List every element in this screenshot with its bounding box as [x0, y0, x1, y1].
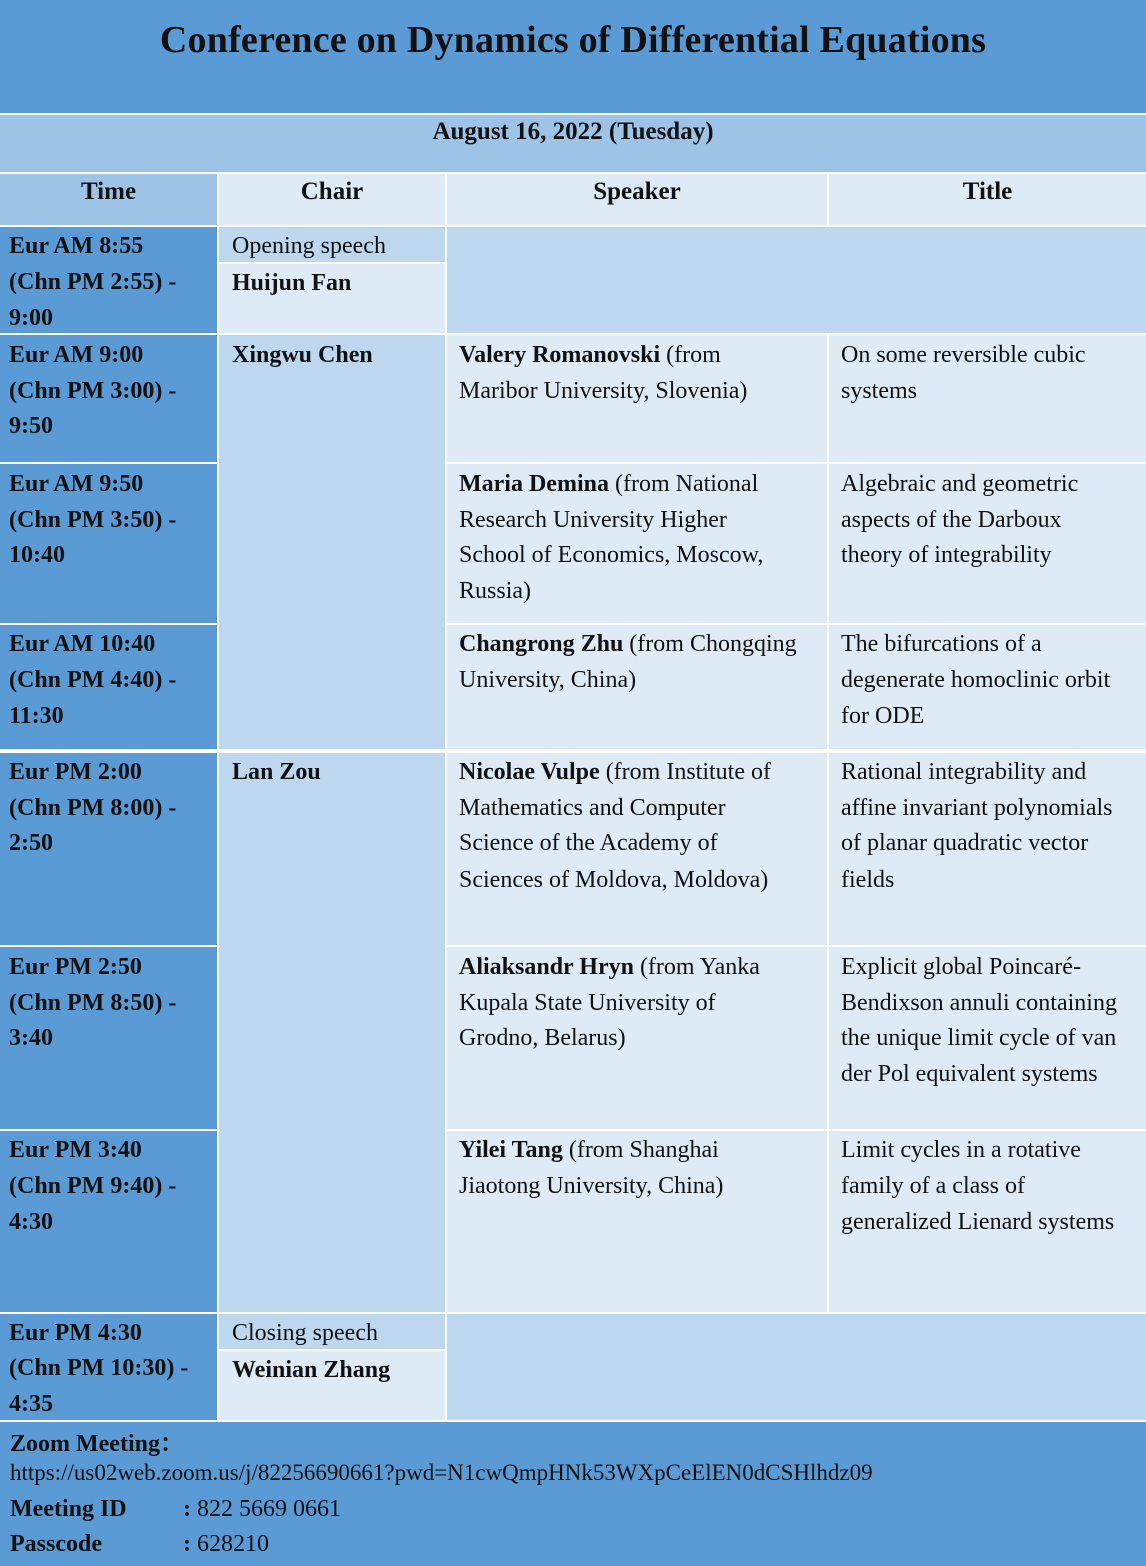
closing-time-line-2: (Chn PM 10:30) - [9, 1355, 189, 1381]
talk-time-line: 3:40 [9, 1025, 53, 1051]
speaker-affiliation: (from National [608, 471, 759, 497]
closing-chair-name: Weinian Zhang [232, 1357, 391, 1383]
talk-title-line: The bifurcations of a [841, 631, 1042, 657]
speaker-name: Aliaksandr Hryn [459, 954, 634, 980]
talk-title-line: generalized Lienard systems [841, 1209, 1115, 1235]
column-header-time: Time [80, 178, 137, 205]
conference-title: Conference on Dynamics of Differential Equations [159, 19, 987, 61]
talk-title-line: Rational integrability and [841, 759, 1087, 785]
speaker-name: Valery Romanovski [459, 342, 661, 368]
speaker-affiliation-line: Maribor University, Slovenia) [459, 378, 748, 404]
opening-time-line-3: 9:00 [9, 305, 53, 331]
speaker-line-1 [459, 754, 771, 790]
speaker-affiliation: (from Yanka [633, 954, 760, 980]
passcode-value: : 628210 [183, 1531, 269, 1557]
speaker-affiliation: (from Shanghai [562, 1137, 719, 1163]
talk-title-line: the unique limit cycle of van [841, 1025, 1117, 1051]
column-header-speaker: Speaker [593, 178, 681, 205]
talk-time-line: (Chn PM 4:40) - [9, 667, 177, 693]
passcode-label: Passcode [10, 1531, 102, 1557]
talk-title-line: Limit cycles in a rotative [841, 1137, 1081, 1163]
closing-speech-label: Closing speech [232, 1320, 378, 1346]
talk-time-line: Eur PM 2:00 [9, 759, 142, 785]
opening-speech-label: Opening speech [232, 233, 386, 259]
closing-time-line-3: 4:35 [9, 1391, 53, 1417]
speaker-affiliation-line: Russia) [459, 578, 531, 604]
speaker-affiliation: (from Institute of [599, 759, 771, 785]
talk-time-line: Eur PM 2:50 [9, 954, 142, 980]
talk-time-line: 10:40 [9, 542, 65, 568]
opening-empty-cell [447, 227, 1146, 333]
session-2-chair: Lan Zou [232, 759, 321, 785]
speaker-affiliation: (from Chongqing [623, 631, 797, 657]
talk-time-line: 2:50 [9, 830, 53, 856]
talk-title-line: affine invariant polynomials [841, 795, 1113, 821]
talk-title-line: On some reversible cubic [841, 342, 1086, 368]
speaker-name: Maria Demina [459, 471, 609, 497]
speaker-affiliation-line: Grodno, Belarus) [459, 1025, 626, 1051]
talk-title-line: Bendixson annuli containing [841, 990, 1117, 1016]
session-1-chair-cell [219, 335, 445, 749]
talk-title-line: der Pol equivalent systems [841, 1061, 1098, 1087]
meeting-id-value: : 822 5669 0661 [183, 1496, 341, 1522]
speaker-name: Yilei Tang [459, 1137, 563, 1163]
column-header-title: Title [962, 178, 1013, 205]
speaker-line-1 [459, 466, 758, 502]
talk-time-line: 9:50 [9, 413, 53, 439]
talk-title-line: fields [841, 867, 895, 893]
talk-time-line: (Chn PM 3:00) - [9, 378, 177, 404]
speaker-affiliation-line: Mathematics and Computer [459, 795, 726, 821]
speaker-affiliation-line: Jiaotong University, China) [459, 1173, 724, 1199]
talk-time-line: 4:30 [9, 1209, 53, 1235]
speaker-affiliation-line: Sciences of Moldova, Moldova) [459, 867, 769, 893]
passcode: 628210 [197, 1531, 269, 1557]
schedule-date: August 16, 2022 (Tuesday) [432, 118, 714, 145]
talk-time-line: (Chn PM 9:40) - [9, 1173, 177, 1199]
speaker-affiliation-line: Kupala State University of [459, 990, 716, 1016]
speaker-name: Nicolae Vulpe [459, 759, 600, 785]
speaker-name: Changrong Zhu [459, 631, 624, 657]
opening-time-line-1: Eur AM 8:55 [9, 233, 144, 259]
speaker-line-1 [459, 949, 760, 985]
speaker-affiliation: (from [660, 342, 721, 368]
speaker-affiliation-line: School of Economics, Moscow, [459, 542, 764, 568]
talk-time-line: (Chn PM 8:00) - [9, 795, 177, 821]
column-header-chair: Chair [300, 178, 364, 205]
talk-time-line: (Chn PM 3:50) - [9, 507, 177, 533]
talk-title-line: systems [841, 378, 918, 404]
talk-time-line: 11:30 [9, 703, 64, 729]
speaker-affiliation-line: Research University Higher [459, 507, 727, 533]
speaker-line-1 [459, 626, 797, 662]
talk-time-line: Eur AM 10:40 [9, 631, 156, 657]
meeting-id: 822 5669 0661 [197, 1496, 341, 1522]
zoom-heading: Zoom Meeting： [10, 1431, 184, 1457]
talk-time-line: Eur PM 3:40 [9, 1137, 142, 1163]
talk-title-line: Explicit global Poincaré- [841, 954, 1081, 980]
talk-title-line: Algebraic and geometric [841, 471, 1079, 497]
talk-title-line: degenerate homoclinic orbit [841, 667, 1111, 693]
session-1-chair: Xingwu Chen [232, 342, 373, 368]
closing-time-line-1: Eur PM 4:30 [9, 1320, 142, 1346]
talk-title-line: of planar quadratic vector [841, 830, 1089, 856]
talk-title-line: theory of integrability [841, 542, 1052, 568]
speaker-line-1 [459, 337, 721, 373]
opening-chair-name: Huijun Fan [232, 270, 352, 296]
speaker-line-1 [459, 1132, 719, 1168]
closing-empty-cell [447, 1314, 1146, 1420]
talk-time-line: Eur AM 9:50 [9, 471, 144, 497]
talk-time-line: (Chn PM 8:50) - [9, 990, 177, 1016]
zoom-link[interactable]: https://us02web.zoom.us/j/82256690661?pwd=N1cwQmpHNk53WXpCeElEN0dCSHlhdz09 [10, 1460, 873, 1485]
talk-title-line: family of a class of [841, 1173, 1025, 1199]
talk-title-line: aspects of the Darboux [841, 507, 1062, 533]
speaker-affiliation-line: Science of the Academy of [459, 830, 718, 856]
session-2-chair-cell [219, 753, 445, 1312]
talk-time-line: Eur AM 9:00 [9, 342, 144, 368]
opening-time-line-2: (Chn PM 2:55) - [9, 269, 177, 295]
speaker-affiliation-line: University, China) [459, 667, 637, 693]
meeting-id-label: Meeting ID [10, 1496, 127, 1522]
talk-title-line: for ODE [841, 703, 925, 729]
